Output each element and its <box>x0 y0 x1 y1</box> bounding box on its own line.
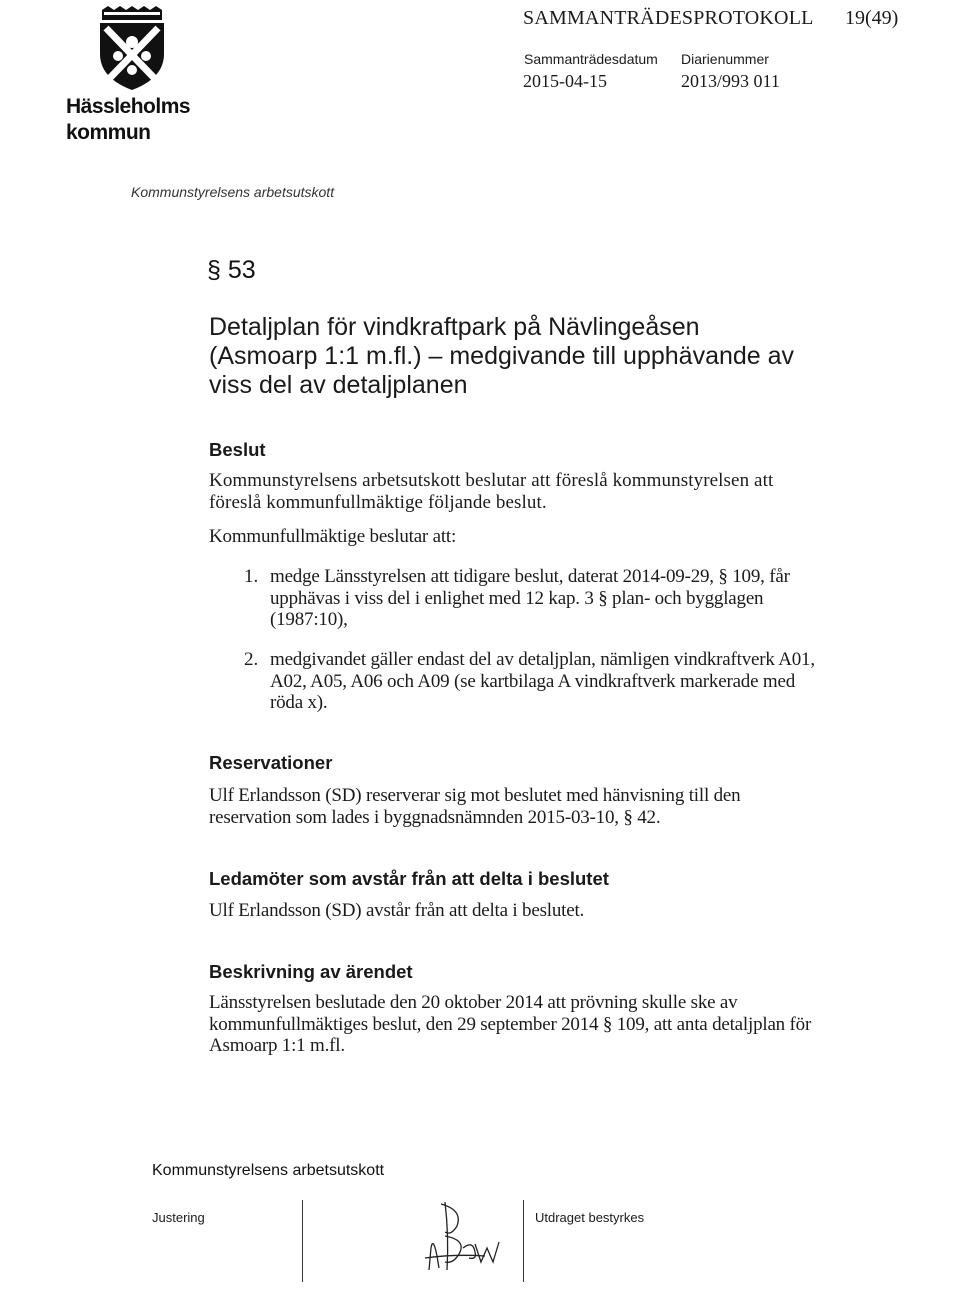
meeting-date-label: Sammanträdesdatum <box>524 51 658 67</box>
section-title <box>209 313 794 400</box>
beslut-text: Kommunstyrelsens arbetsutskott beslutar att föreslå kommunstyrelsen att föreslå kommunfullmäktige följande beslut. <box>209 470 774 513</box>
kf-intro-text: Kommunfullmäktige beslutar att: <box>209 526 457 547</box>
page-number: 19(49) <box>845 7 899 29</box>
beskrivning-text: Länsstyrelsen beslutade den 20 oktober 2014 att prövning skulle ske av kommunfullmäktiges beslut, den 29 september 2014 § 109, att anta detaljplan för Asmoarp 1:1 m.fl. <box>209 992 812 1056</box>
section-title-line1: Detaljplan för vindkraftpark på Nävlingeåsen <box>209 313 700 341</box>
list-item-number: 2. <box>244 649 259 670</box>
org-name-line1: Hässleholms <box>66 95 191 118</box>
list-item: medgivandet gäller endast del av detaljplan, nämligen vindkraftverk A01, A02, A05, A06 och A09 (se kartbilaga A vindkraftverk markerade med röda x). <box>270 649 815 713</box>
coat-of-arms-logo-icon <box>96 6 168 90</box>
section-title-line3: viss del av detaljplanen <box>209 371 468 399</box>
handwritten-signature-icon <box>415 1196 515 1276</box>
reservationer-heading: Reservationer <box>209 752 333 773</box>
beslut-heading: Beslut <box>209 439 266 460</box>
avstar-text: Ulf Erlandsson (SD) avstår från att delta i beslutet. <box>209 900 585 921</box>
meeting-date-value: 2015-04-15 <box>523 71 607 91</box>
section-title-line2: (Asmoarp 1:1 m.fl.) – medgivande till upphävande av <box>209 342 795 370</box>
justering-label: Justering <box>152 1210 205 1225</box>
footer-divider <box>523 1200 524 1282</box>
document-type: SAMMANTRÄDESPROTOKOLL <box>523 7 814 29</box>
footer-divider <box>302 1200 303 1282</box>
list-item-number: 1. <box>244 566 259 587</box>
committee-name: Kommunstyrelsens arbetsutskott <box>131 184 335 200</box>
list-item: medge Länsstyrelsen att tidigare beslut, daterat 2014-09-29, § 109, får upphävas i viss del i enlighet med 12 kap. 3 § plan- och bygglagen (1987:10), <box>270 566 790 630</box>
diary-number-label: Diarienummer <box>681 51 769 67</box>
footer-committee: Kommunstyrelsens arbetsutskott <box>152 1162 385 1179</box>
diary-number-value: 2013/993 011 <box>681 71 780 91</box>
avstar-heading: Ledamöter som avstår från att delta i beslutet <box>209 868 609 889</box>
paragraph-number: § 53 <box>207 256 256 284</box>
reservationer-text: Ulf Erlandsson (SD) reserverar sig mot beslutet med hänvisning till den reservation som lades i byggnadsnämnden 2015-03-10, § 42. <box>209 785 741 828</box>
org-name-line2: kommun <box>66 121 151 144</box>
utdrag-label: Utdraget bestyrkes <box>535 1210 645 1225</box>
beskrivning-heading: Beskrivning av ärendet <box>209 961 413 982</box>
